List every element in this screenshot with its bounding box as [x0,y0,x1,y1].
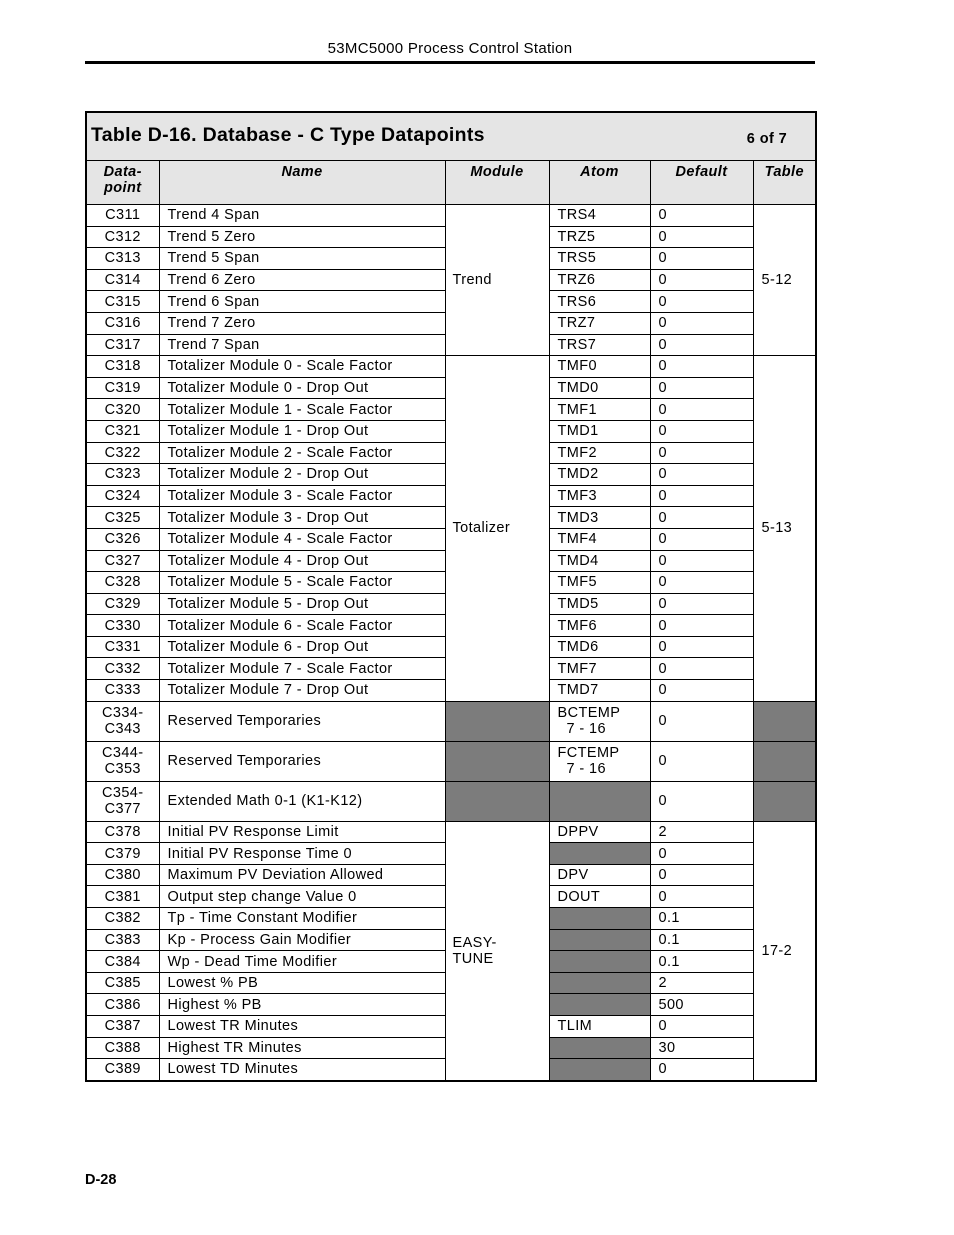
name-cell: Trend 6 Span [159,291,445,313]
shaded-cell [753,741,816,781]
atom-range: 7 - 16 [566,721,606,738]
atom-cell: TMD3 [549,507,650,529]
name-cell: Tp - Time Constant Modifier [159,908,445,930]
name-cell: Totalizer Module 5 - Drop Out [159,593,445,615]
datapoint-range-start: C344- [102,745,144,762]
default-cell: 0 [650,886,753,908]
column-header-row [86,161,816,205]
shaded-cell [549,972,650,994]
table-ref-cell: 5-12 [753,205,816,356]
table-ref-cell: 5-13 [753,356,816,702]
name-cell: Totalizer Module 1 - Scale Factor [159,399,445,421]
datapoint-cell: C333 [86,680,159,702]
shaded-cell [549,1059,650,1081]
default-cell: 0 [650,312,753,334]
name-cell: Totalizer Module 0 - Drop Out [159,377,445,399]
default-cell: 0 [650,442,753,464]
name-cell: Trend 5 Span [159,248,445,270]
shaded-cell [549,951,650,973]
default-cell: 0 [650,528,753,550]
default-cell: 0 [650,420,753,442]
default-cell: 0 [650,1016,753,1038]
atom-cell: TRS6 [549,291,650,313]
name-cell: Lowest TR Minutes [159,1016,445,1038]
name-cell: Trend 6 Zero [159,269,445,291]
datapoint-cell: C380 [86,864,159,886]
default-cell: 30 [650,1037,753,1059]
module-cell: Totalizer [445,356,549,702]
name-cell: Totalizer Module 2 - Drop Out [159,464,445,486]
datapoint-cell: C315 [86,291,159,313]
name-cell: Totalizer Module 1 - Drop Out [159,420,445,442]
name-cell: Lowest % PB [159,972,445,994]
atom-cell: DOUT [549,886,650,908]
atom-line: BCTEMP [557,705,621,722]
default-cell: 0 [650,464,753,486]
module-line: EASY- [452,934,497,951]
datapoint-cell: C385 [86,972,159,994]
name-cell: Totalizer Module 6 - Drop Out [159,636,445,658]
module-line: TUNE [452,950,494,967]
default-cell: 0 [650,781,753,821]
shaded-cell [549,908,650,930]
name-cell: Reserved Temporaries [159,741,445,781]
datapoint-cell: C330 [86,615,159,637]
datapoint-cell [86,741,159,781]
col-header-table: Table [753,161,816,205]
atom-cell [549,701,650,741]
name-cell: Trend 7 Span [159,334,445,356]
datapoint-cell: C317 [86,334,159,356]
datapoint-cell: C311 [86,205,159,227]
default-cell: 0.1 [650,929,753,951]
datapoint-cell: C313 [86,248,159,270]
datapoint-cell: C382 [86,908,159,930]
datapoint-cell: C381 [86,886,159,908]
datapoint-cell: C327 [86,550,159,572]
datapoint-cell: C383 [86,929,159,951]
shaded-cell [445,781,549,821]
table-row [86,821,816,843]
table-row [86,781,816,821]
table-row [86,356,816,378]
default-cell: 0.1 [650,908,753,930]
default-cell: 0 [650,550,753,572]
default-cell: 0 [650,572,753,594]
datapoint-range-end: C343 [104,721,141,738]
default-cell: 0 [650,205,753,227]
atom-range: 7 - 16 [566,761,606,778]
default-cell: 0 [650,399,753,421]
name-cell: Trend 5 Zero [159,226,445,248]
name-cell: Totalizer Module 5 - Scale Factor [159,572,445,594]
atom-cell: TMD1 [549,420,650,442]
atom-cell: TMF1 [549,399,650,421]
default-cell: 0 [650,248,753,270]
name-cell: Output step change Value 0 [159,886,445,908]
atom-cell: TMD4 [549,550,650,572]
datapoint-cell: C326 [86,528,159,550]
default-cell: 0 [650,843,753,865]
atom-cell: TMD2 [549,464,650,486]
col-header-module: Module [445,161,549,205]
atom-cell: TMF5 [549,572,650,594]
datapoint-cell [86,781,159,821]
atom-cell: TMD6 [549,636,650,658]
shaded-cell [549,781,650,821]
datapoint-cell: C378 [86,821,159,843]
default-cell: 0 [650,334,753,356]
datapoint-range-end: C353 [104,761,141,778]
name-cell: Trend 4 Span [159,205,445,227]
col-header-atom: Atom [549,161,650,205]
default-cell: 2 [650,821,753,843]
atom-cell: TRZ7 [549,312,650,334]
datapoint-cell: C379 [86,843,159,865]
datapoint-cell: C325 [86,507,159,529]
default-cell: 0 [650,291,753,313]
shaded-cell [549,843,650,865]
datapoint-cell: C387 [86,1016,159,1038]
datapoint-cell: C389 [86,1059,159,1081]
atom-cell: TRS4 [549,205,650,227]
atom-cell: DPV [549,864,650,886]
page-count: 6 of 7 [746,130,788,147]
name-cell: Totalizer Module 4 - Drop Out [159,550,445,572]
default-cell: 0 [650,636,753,658]
datapoint-cell: C388 [86,1037,159,1059]
table-row [86,741,816,781]
name-cell: Totalizer Module 6 - Scale Factor [159,615,445,637]
atom-cell: TRS5 [549,248,650,270]
shaded-cell [445,701,549,741]
page-number: D-28 [85,1172,117,1188]
datapoint-cell: C328 [86,572,159,594]
col-header-datapoint: Data-point [86,161,159,205]
atom-cell: TMF3 [549,485,650,507]
name-cell: Lowest TD Minutes [159,1059,445,1081]
atom-cell: TMD5 [549,593,650,615]
atom-cell: TRS7 [549,334,650,356]
name-cell: Highest % PB [159,994,445,1016]
shaded-cell [753,701,816,741]
default-cell: 0.1 [650,951,753,973]
atom-cell: TRZ6 [549,269,650,291]
atom-cell: TMD0 [549,377,650,399]
default-cell: 500 [650,994,753,1016]
running-header: 53MC5000 Process Control Station [327,40,573,57]
atom-cell: TRZ5 [549,226,650,248]
datapoint-cell [86,701,159,741]
module-cell: Trend [445,205,549,356]
shaded-cell [753,781,816,821]
name-cell: Wp - Dead Time Modifier [159,951,445,973]
atom-line: FCTEMP [557,745,620,762]
default-cell: 0 [650,356,753,378]
name-cell: Totalizer Module 4 - Scale Factor [159,528,445,550]
datapoint-cell: C318 [86,356,159,378]
atom-cell: TMF6 [549,615,650,637]
default-cell: 0 [650,507,753,529]
atom-cell: DPPV [549,821,650,843]
default-cell: 0 [650,593,753,615]
table-row [86,205,816,227]
datapoint-cell: C384 [86,951,159,973]
shaded-cell [445,741,549,781]
datapoint-cell: C329 [86,593,159,615]
datapoint-cell: C324 [86,485,159,507]
datapoint-range-start: C354- [102,785,144,802]
name-cell: Totalizer Module 2 - Scale Factor [159,442,445,464]
name-cell: Extended Math 0-1 (K1-K12) [159,781,445,821]
name-cell: Initial PV Response Time 0 [159,843,445,865]
name-cell: Initial PV Response Limit [159,821,445,843]
default-cell: 0 [650,680,753,702]
col-header-default: Default [650,161,753,205]
datapoint-range-end: C377 [104,801,141,818]
default-cell: 0 [650,269,753,291]
atom-cell: TMF4 [549,528,650,550]
default-cell: 0 [650,377,753,399]
default-cell: 0 [650,1059,753,1081]
name-cell: Maximum PV Deviation Allowed [159,864,445,886]
name-cell: Reserved Temporaries [159,701,445,741]
datapoint-cell: C331 [86,636,159,658]
name-cell: Trend 7 Zero [159,312,445,334]
atom-cell: TMF2 [549,442,650,464]
default-cell: 0 [650,741,753,781]
name-cell: Totalizer Module 3 - Scale Factor [159,485,445,507]
atom-cell: TMD7 [549,680,650,702]
shaded-cell [549,994,650,1016]
atom-cell: TMF7 [549,658,650,680]
table-row [86,701,816,741]
atom-cell: TMF0 [549,356,650,378]
col-header-name: Name [159,161,445,205]
datapoint-cell: C321 [86,420,159,442]
datapoint-cell: C312 [86,226,159,248]
shaded-cell [549,1037,650,1059]
datapoint-range-start: C334- [102,705,144,722]
datapoint-cell: C386 [86,994,159,1016]
datapoint-cell: C316 [86,312,159,334]
datapoint-cell: C322 [86,442,159,464]
default-cell: 0 [650,485,753,507]
datapoint-cell: C332 [86,658,159,680]
table-title: Table D-16. Database - C Type Datapoints [91,123,485,146]
default-cell: 0 [650,226,753,248]
datapoint-cell: C320 [86,399,159,421]
module-cell [445,821,549,1081]
datapoints-table [85,111,817,1082]
name-cell: Totalizer Module 7 - Drop Out [159,680,445,702]
default-cell: 0 [650,864,753,886]
name-cell: Totalizer Module 3 - Drop Out [159,507,445,529]
shaded-cell [549,929,650,951]
atom-cell: TLIM [549,1016,650,1038]
name-cell: Highest TR Minutes [159,1037,445,1059]
name-cell: Totalizer Module 7 - Scale Factor [159,658,445,680]
datapoint-cell: C319 [86,377,159,399]
default-cell: 0 [650,658,753,680]
default-cell: 0 [650,701,753,741]
name-cell: Totalizer Module 0 - Scale Factor [159,356,445,378]
default-cell: 0 [650,615,753,637]
table-title-row [86,112,816,161]
table-ref-cell: 17-2 [753,821,816,1081]
header-rule [85,61,815,64]
default-cell: 2 [650,972,753,994]
datapoint-cell: C323 [86,464,159,486]
name-cell: Kp - Process Gain Modifier [159,929,445,951]
datapoint-cell: C314 [86,269,159,291]
atom-cell [549,741,650,781]
